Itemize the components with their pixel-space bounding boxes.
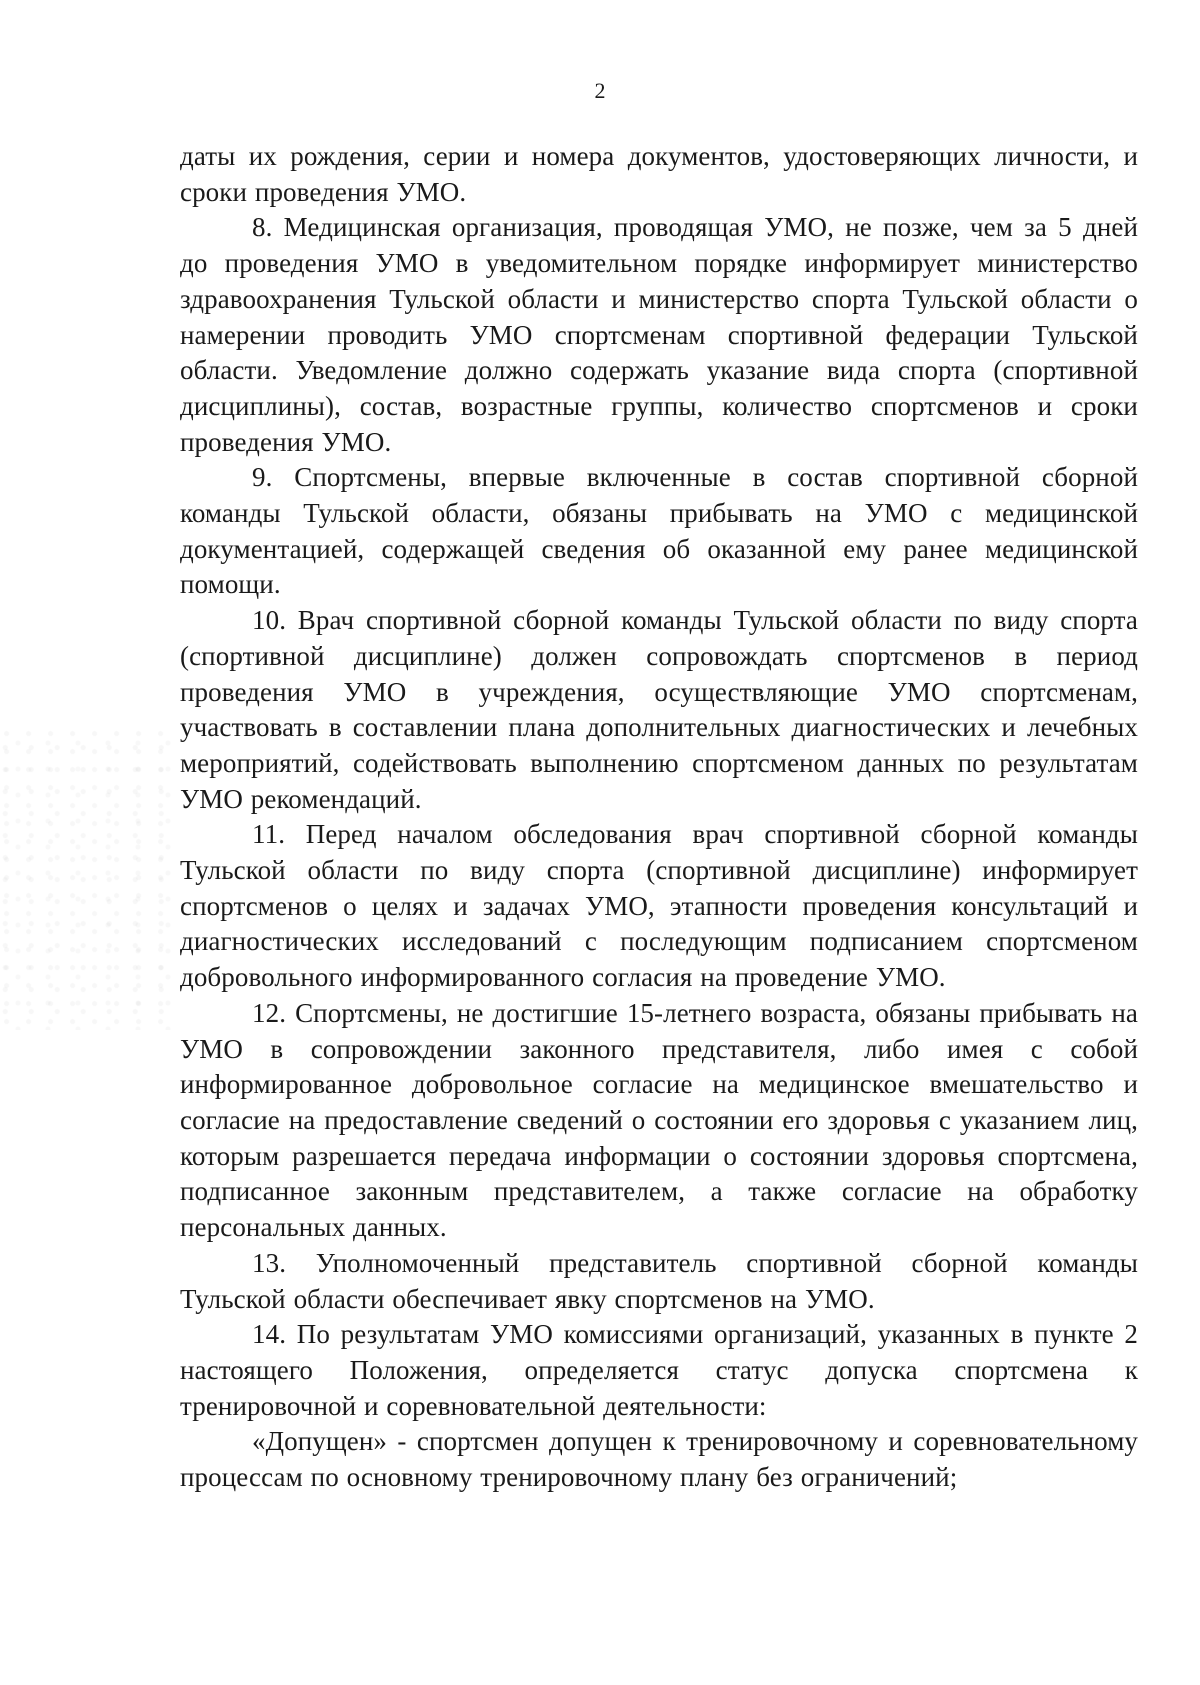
- paragraph-item-9: 9. Спортсмены, впервые включенные в состав спортивной сборной команды Тульской области, обязаны прибывать на УМО с медицинской документацией, содержащей сведения об оказанной ему ранее медицинской помощи.: [180, 462, 1138, 600]
- scan-artifact: [0, 730, 175, 1030]
- paragraph-item-13: 13. Уполномоченный представитель спортивной сборной команды Тульской области обеспечивает явку спортсменов на УМО.: [180, 1247, 1138, 1314]
- document-body: [180, 139, 1138, 1496]
- paragraph-item-8: 8. Медицинская организация, проводящая УМО, не позже, чем за 5 дней до проведения УМО в уведомительном порядке информирует министерство здравоохранения Тульской области и министерство спорта Тульской области о намерении проводить УМО спортсменам спортивной федерации Тульской области. Уведомление должно содержать указание вида спорта (спортивной дисциплины), состав, возрастные группы, количество спортсменов и сроки проведения УМО.: [180, 212, 1138, 457]
- paragraph-item-10: 10. Врач спортивной сборной команды Тульской области по виду спорта (спортивной дисциплине) должен сопровождать спортсменов в период проведения УМО в учреждения, осуществляющие УМО спортсменам, участвовать в составлении плана дополнительных диагностических и лечебных мероприятий, содействовать выполнению спортсменом данных по результатам УМО рекомендаций.: [180, 605, 1138, 814]
- page-number: 2: [594, 78, 606, 103]
- paragraph-item-12: 12. Спортсмены, не достигшие 15-летнего возраста, обязаны прибывать на УМО в сопровождении законного представителя, либо имея с собой информированное добровольное согласие на медицинское вмешательство и согласие на предоставление сведений о состоянии его здоровья с указанием лиц, которым разрешается передача информации о состоянии здоровья спортсмена, подписанное законным представителем, а также согласие на обработку персональных данных.: [180, 997, 1138, 1243]
- paragraph-item-14: 14. По результатам УМО комиссиями организаций, указанных в пункте 2 настоящего Положения, определяется статус допуска спортсмена к тренировочной и соревновательной деятельности:: [180, 1319, 1138, 1421]
- paragraph-continuation: даты их рождения, серии и номера документов, удостоверяющих личности, и сроки проведения УМО.: [180, 141, 1138, 207]
- paragraph-item-11: 11. Перед началом обследования врач спортивной сборной команды Тульской области по виду спорта (спортивной дисциплине) информирует спортсменов о целях и задачах УМО, этапности проведения консультаций и диагностических исследований с последующим подписанием спортсменом добровольного информированного согласия на проведение УМО.: [180, 819, 1138, 993]
- paragraph-status-admitted: «Допущен» - спортсмен допущен к тренировочному и соревновательному процессам по основному тренировочному плану без ограничений;: [180, 1426, 1138, 1493]
